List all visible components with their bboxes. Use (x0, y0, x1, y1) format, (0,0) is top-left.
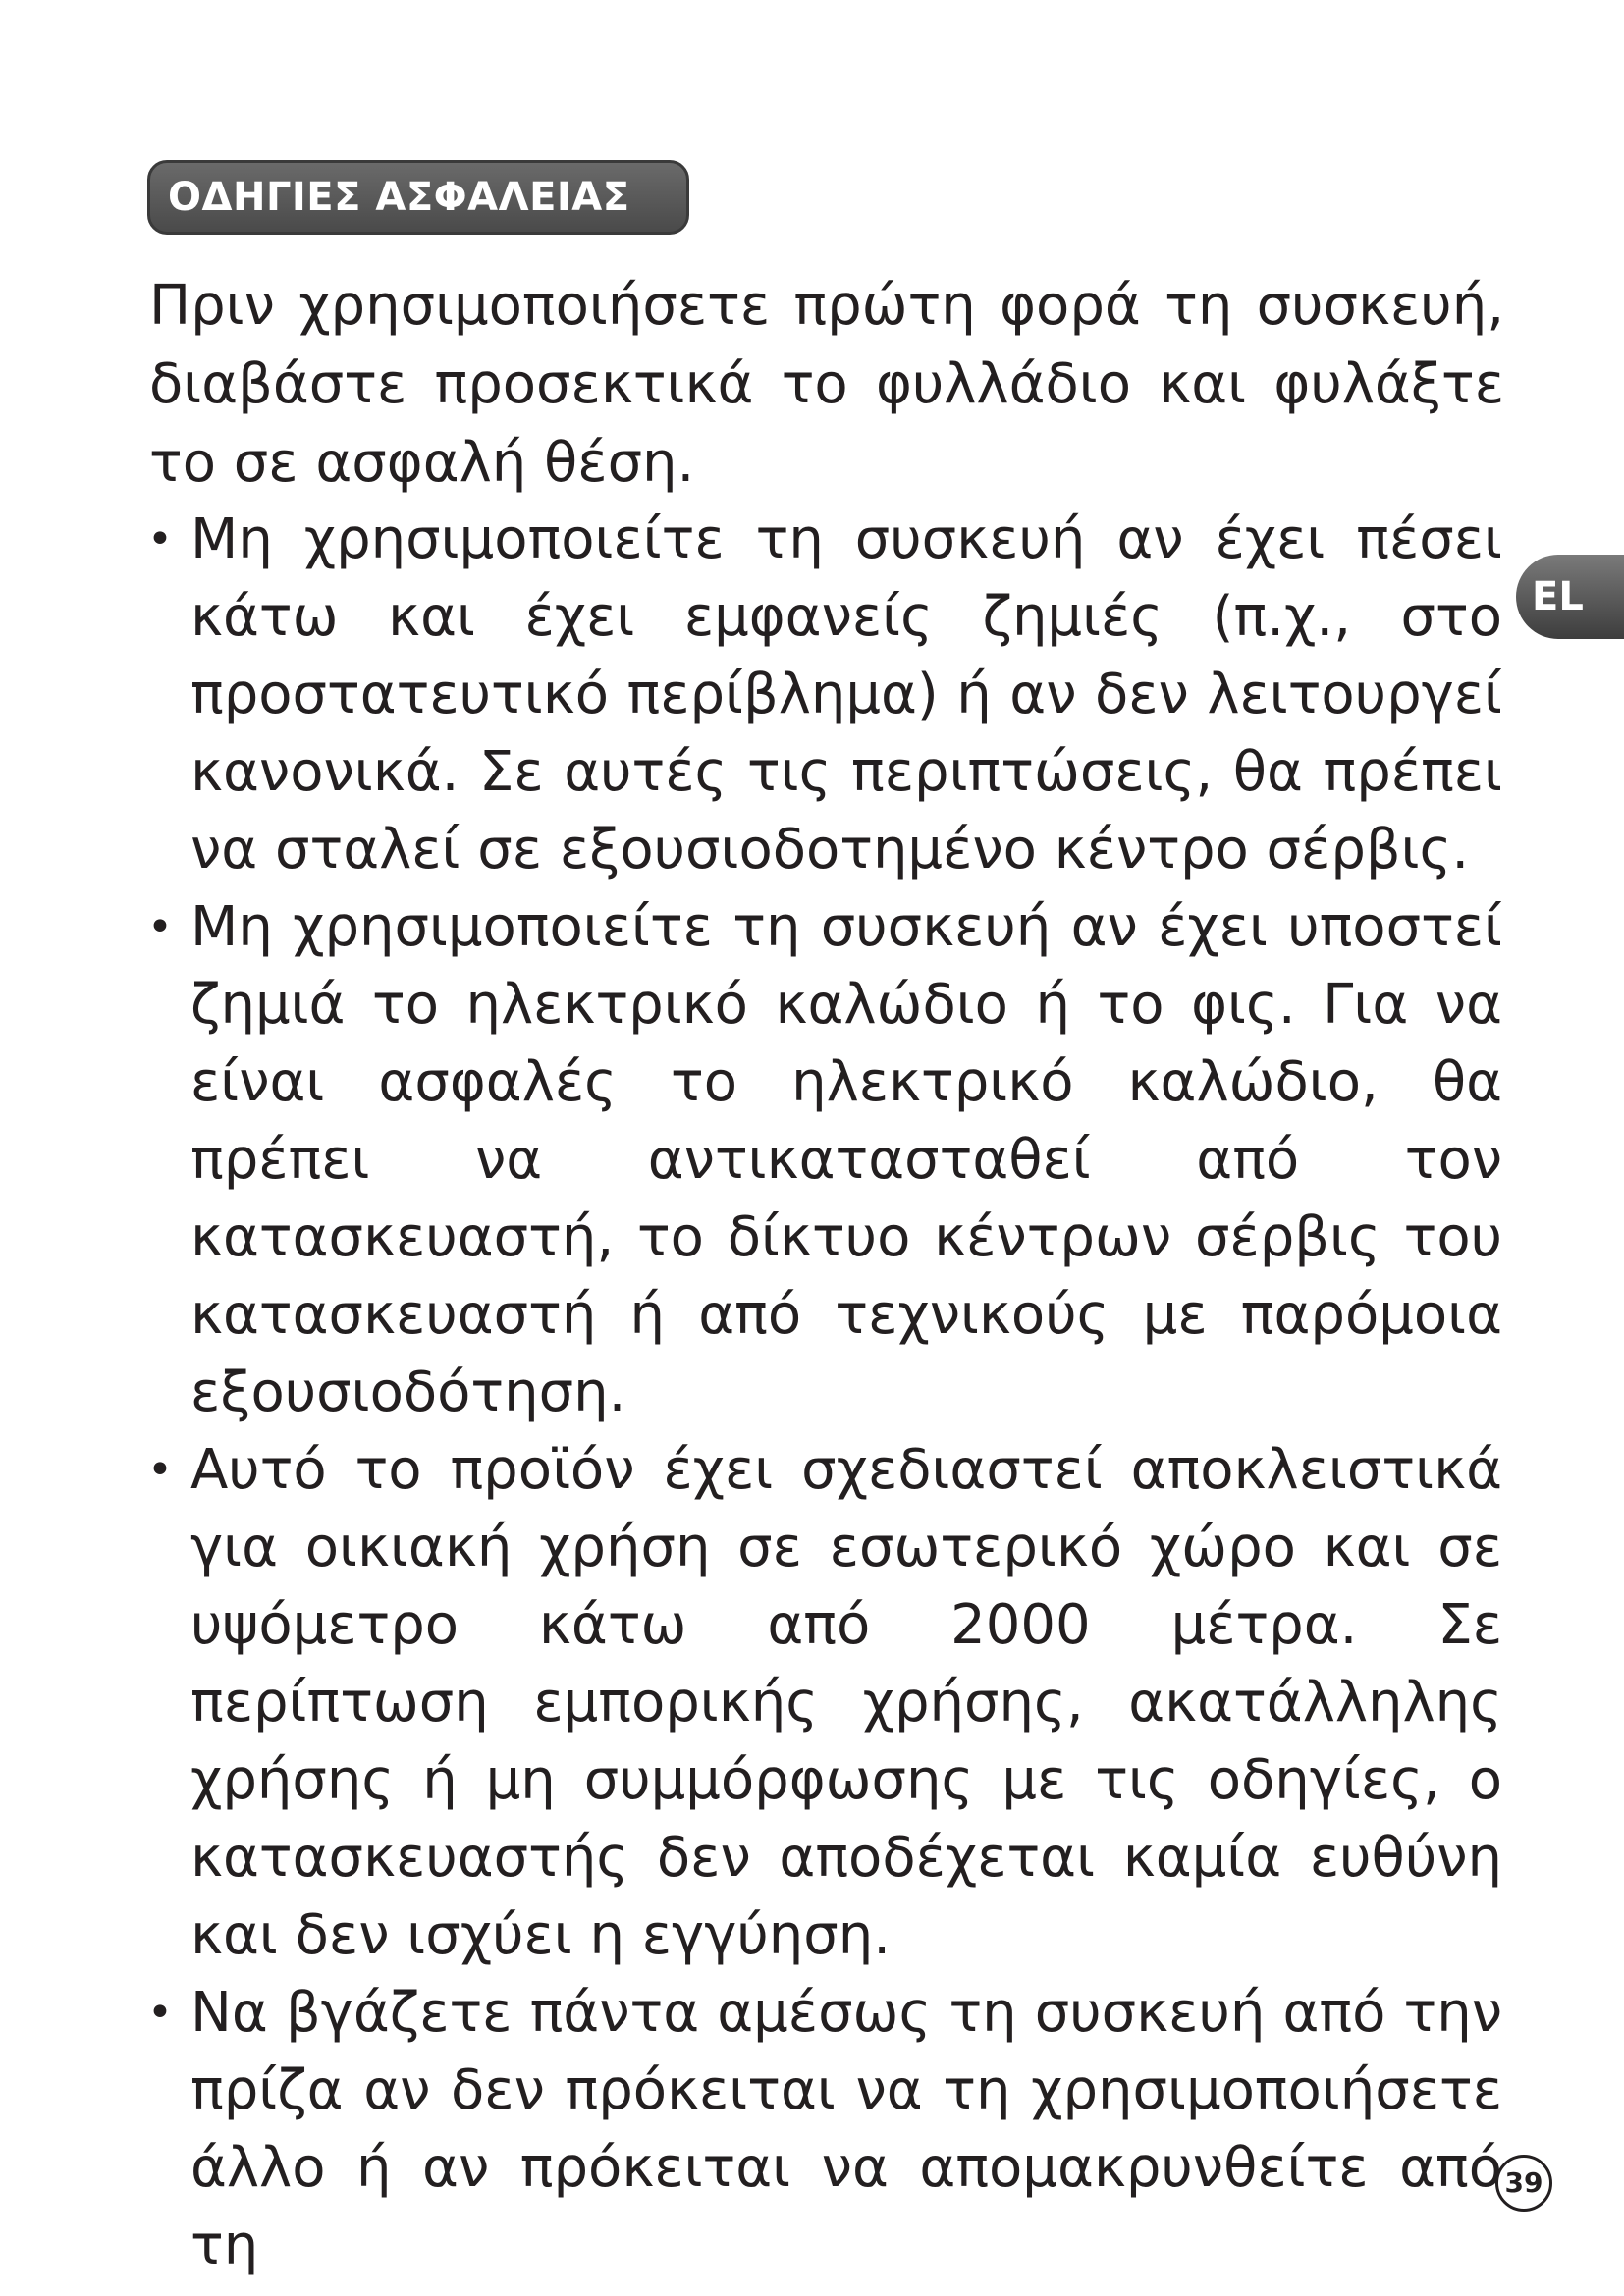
section-title-badge: ΟΔΗΓΙΕΣ ΑΣΦΑΛΕΙΑΣ (147, 160, 689, 235)
list-item-text: Αυτό το προϊόν έχει σχεδιαστεί αποκλειστικά για οικιακή χρήση σε εσωτερικό χώρο και σε υψόμετρο κάτω από 2000 μέτρα. Σε περίπτωση εμπορικής χρήσης, ακατάλληλης χρήσης ή μη συμμόρφωσης με τις οδηγίες, ο κατασκευαστής δεν αποδέχεται καμία ευθύνη και δεν ισχύει η εγγύηση. (190, 1438, 1502, 1967)
list-item (147, 1431, 1502, 1974)
intro-paragraph: Πριν χρησιμοποιήσετε πρώτη φορά τη συσκευή, διαβάστε προσεκτικά το φυλλάδιο και φυλάξτε το σε ασφαλή θέση. (149, 274, 1504, 495)
list-item (147, 501, 1502, 888)
bullet-icon: • (147, 514, 173, 564)
safety-instructions-list (147, 501, 1502, 2284)
page-number: 39 (1495, 2155, 1552, 2212)
list-item-text: Μη χρησιμοποιείτε τη συσκευή αν έχει πέσει κάτω και έχει εμφανείς ζημιές (π.χ., στο προστατευτικό περίβλημα) ή αν δεν λειτουργεί κανονικά. Σε αυτές τις περιπτώσεις, θα πρέπει να σταλεί σε εξουσιοδοτημένο κέντρο σέρβις. (190, 507, 1502, 881)
list-item (147, 888, 1502, 1431)
list-item (147, 1974, 1502, 2284)
list-item-text: Μη χρησιμοποιείτε τη συσκευή αν έχει υποστεί ζημιά το ηλεκτρικό καλώδιο ή το φις. Για να είναι ασφαλές το ηλεκτρικό καλώδιο, θα πρέπει να αντικατασταθεί από τον κατασκευαστή, το δίκτυο κέντρων σέρβις του κατασκευαστή ή από τεχνικούς με παρόμοια εξουσιοδότηση. (190, 895, 1502, 1424)
bullet-icon: • (147, 1988, 173, 2038)
list-item-text: Να βγάζετε πάντα αμέσως τη συσκευή από την πρίζα αν δεν πρόκειται να τη χρησιμοποιήσετε άλλο ή αν πρόκειται να απομακρυνθείτε από τη (190, 1981, 1502, 2277)
bullet-icon: • (147, 1445, 173, 1495)
language-tab: EL (1516, 555, 1624, 639)
bullet-icon: • (147, 902, 173, 952)
